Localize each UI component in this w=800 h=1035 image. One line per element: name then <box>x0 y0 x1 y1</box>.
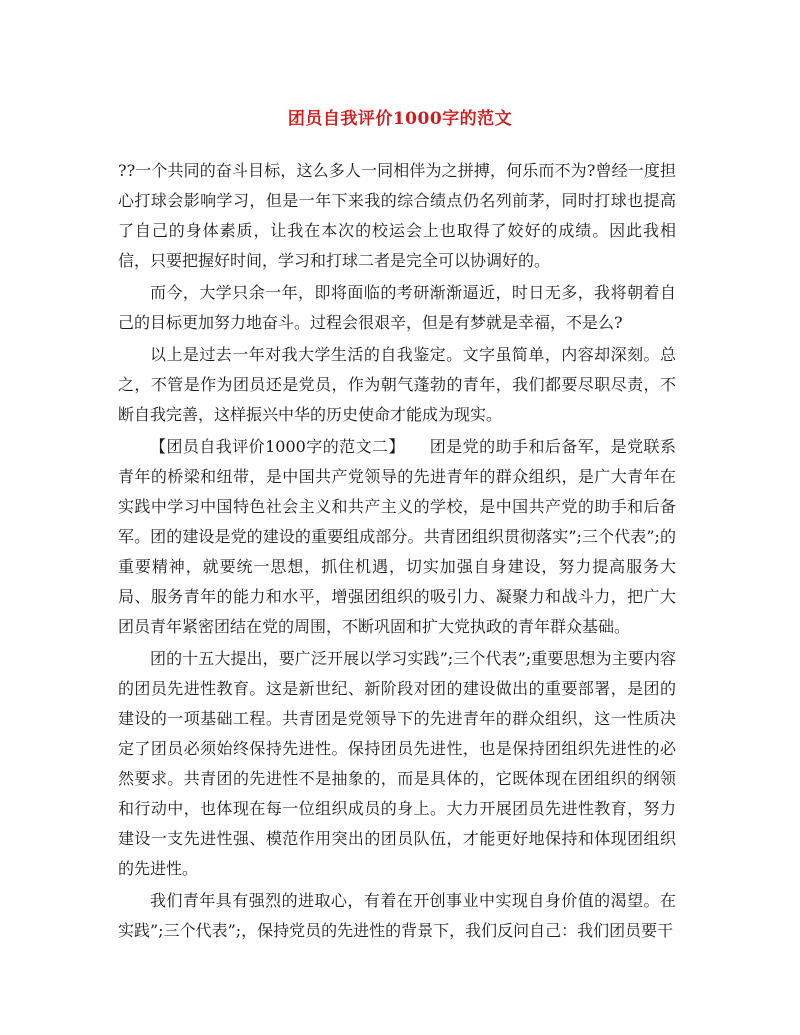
paragraph-3: 以上是过去一年对我大学生活的自我鉴定。文字虽简单，内容却深刻。总之，不管是作为团员还是党员，作为朝气蓬勃的青年，我们都要尽职尽责，不断自我完善，这样振兴中华的历史使命才能成为现实。 <box>118 345 676 424</box>
paragraph-6: 我们青年具有强烈的进取心，有着在开创事业中实现自身价值的渴望。在实践”;三个代表”;，保持党员的先进性的背景下，我们反问自己：我们团员要干 <box>118 891 676 940</box>
paragraph-2: 而今，大学只余一年，即将面临的考研渐渐逼近，时日无多，我将朝着自己的目标更加努力地奋斗。过程会很艰辛，但是有梦就是幸福，不是么? <box>118 283 676 332</box>
paragraph-5: 团的十五大提出，要广泛开展以学习实践”;三个代表”;重要思想为主要内容的团员先进性教育。这是新世纪、新阶段对团的建设做出的重要部署，是团的建设的一项基础工程。共青团是党领导下的先进青年的群众组织，这一性质决定了团员必须始终保持先进性。保持团员先进性，也是保持团组织先进性的必然要求。共青团的先进性不是抽象的，而是具体的，它既体现在团组织的纲领和行动中，也体现在每一位组织成员的身上。大力开展团员先进性教育，努力建设一支先进性强、模范作用突出的团员队伍，才能更好地保持和体现团组织的先进性。 <box>118 649 676 878</box>
paragraph-1: ??一个共同的奋斗目标，这么多人一同相伴为之拼搏，何乐而不为?曾经一度担心打球会影响学习，但是一年下来我的综合绩点仍名列前茅，同时打球也提高了自己的身体素质，让我在本次的校运会上也取得了姣好的成绩。因此我相信，只要把握好时间，学习和打球二者是完全可以协调好的。 <box>118 161 676 270</box>
document-title: 团员自我评价1000字的范文 <box>287 109 513 129</box>
paragraph-4: 【团员自我评价1000字的范文二】 团是党的助手和后备军，是党联系青年的桥梁和纽带，是中国共产党领导的先进青年的群众组织，是广大青年在实践中学习中国特色社会主义和共产主义的学校，是中国共产党的助手和后备军。团的建设是党的建设的重要组成部分。共青团组织贯彻落实”;三个代表”;的重要精神，就要统一思想，抓住机遇，切实加强自身建设，努力提高服务大局、服务青年的能力和水平，增强团组织的吸引力、凝聚力和战斗力，把广大团员青年紧密团结在党的周围，不断巩固和扩大党执政的青年群众基础。 <box>118 437 676 636</box>
document-body <box>118 156 676 946</box>
